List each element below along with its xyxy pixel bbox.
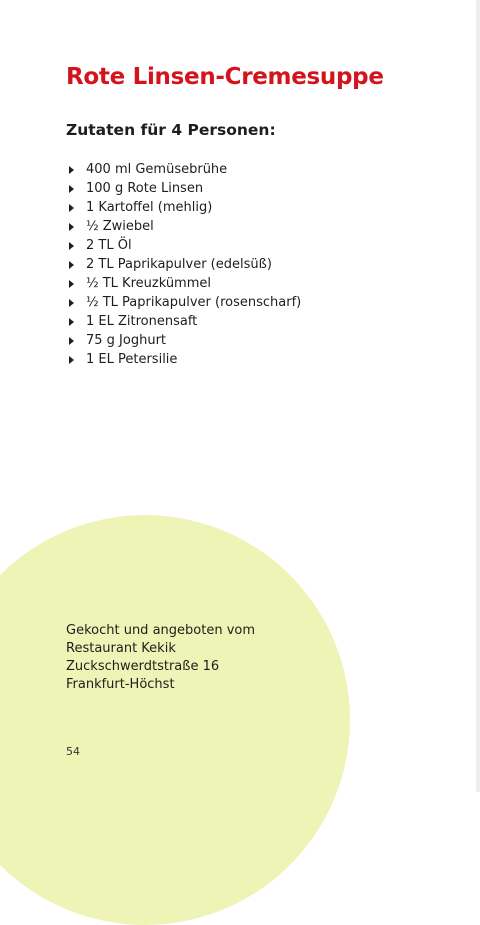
ingredient-item bbox=[66, 331, 301, 350]
decorative-green-circle bbox=[0, 515, 350, 925]
ingredient-text: 400 ml Gemüsebrühe bbox=[86, 162, 228, 177]
credit-line-street: Zuckschwerdtstraße 16 bbox=[66, 659, 220, 674]
recipe-title: Rote Linsen-Cremesuppe bbox=[66, 64, 384, 90]
ingredient-text: ½ TL Paprikapulver (rosenscharf) bbox=[86, 295, 302, 310]
ingredient-item bbox=[66, 160, 301, 179]
ingredient-text: 2 TL Paprikapulver (edelsüß) bbox=[86, 257, 272, 272]
page-number: 54 bbox=[66, 745, 80, 758]
ingredient-item bbox=[66, 312, 301, 331]
ingredient-item bbox=[66, 179, 301, 198]
ingredient-list bbox=[66, 160, 301, 369]
triangle-right-icon bbox=[69, 185, 74, 193]
credit-line-intro: Gekocht und angeboten vom bbox=[66, 623, 256, 638]
triangle-right-icon bbox=[69, 223, 74, 231]
ingredient-item bbox=[66, 274, 301, 293]
ingredient-text: 2 TL Öl bbox=[86, 238, 132, 253]
ingredient-text: ½ TL Kreuzkümmel bbox=[86, 276, 211, 291]
restaurant-credit bbox=[66, 622, 255, 694]
ingredient-item bbox=[66, 350, 301, 369]
credit-line-city: Frankfurt-Höchst bbox=[66, 677, 175, 692]
ingredient-item bbox=[66, 255, 301, 274]
ingredient-item bbox=[66, 293, 301, 312]
ingredient-text: 75 g Joghurt bbox=[86, 333, 167, 348]
ingredient-text: 1 EL Zitronensaft bbox=[86, 314, 198, 329]
credit-line-restaurant: Restaurant Kekik bbox=[66, 641, 176, 656]
ingredient-item bbox=[66, 236, 301, 255]
ingredient-text: 1 EL Petersilie bbox=[86, 352, 178, 367]
ingredient-item bbox=[66, 217, 301, 236]
triangle-right-icon bbox=[69, 204, 74, 212]
triangle-right-icon bbox=[69, 261, 74, 269]
triangle-right-icon bbox=[69, 299, 74, 307]
triangle-right-icon bbox=[69, 356, 74, 364]
triangle-right-icon bbox=[69, 337, 74, 345]
ingredient-text: ½ Zwiebel bbox=[86, 219, 154, 234]
ingredient-text: 1 Kartoffel (mehlig) bbox=[86, 200, 213, 215]
triangle-right-icon bbox=[69, 166, 74, 174]
triangle-right-icon bbox=[69, 242, 74, 250]
page-edge-shade bbox=[476, 0, 480, 792]
ingredients-heading: Zutaten für 4 Personen: bbox=[66, 121, 276, 139]
ingredient-text: 100 g Rote Linsen bbox=[86, 181, 204, 196]
triangle-right-icon bbox=[69, 318, 74, 326]
ingredient-item bbox=[66, 198, 301, 217]
triangle-right-icon bbox=[69, 280, 74, 288]
